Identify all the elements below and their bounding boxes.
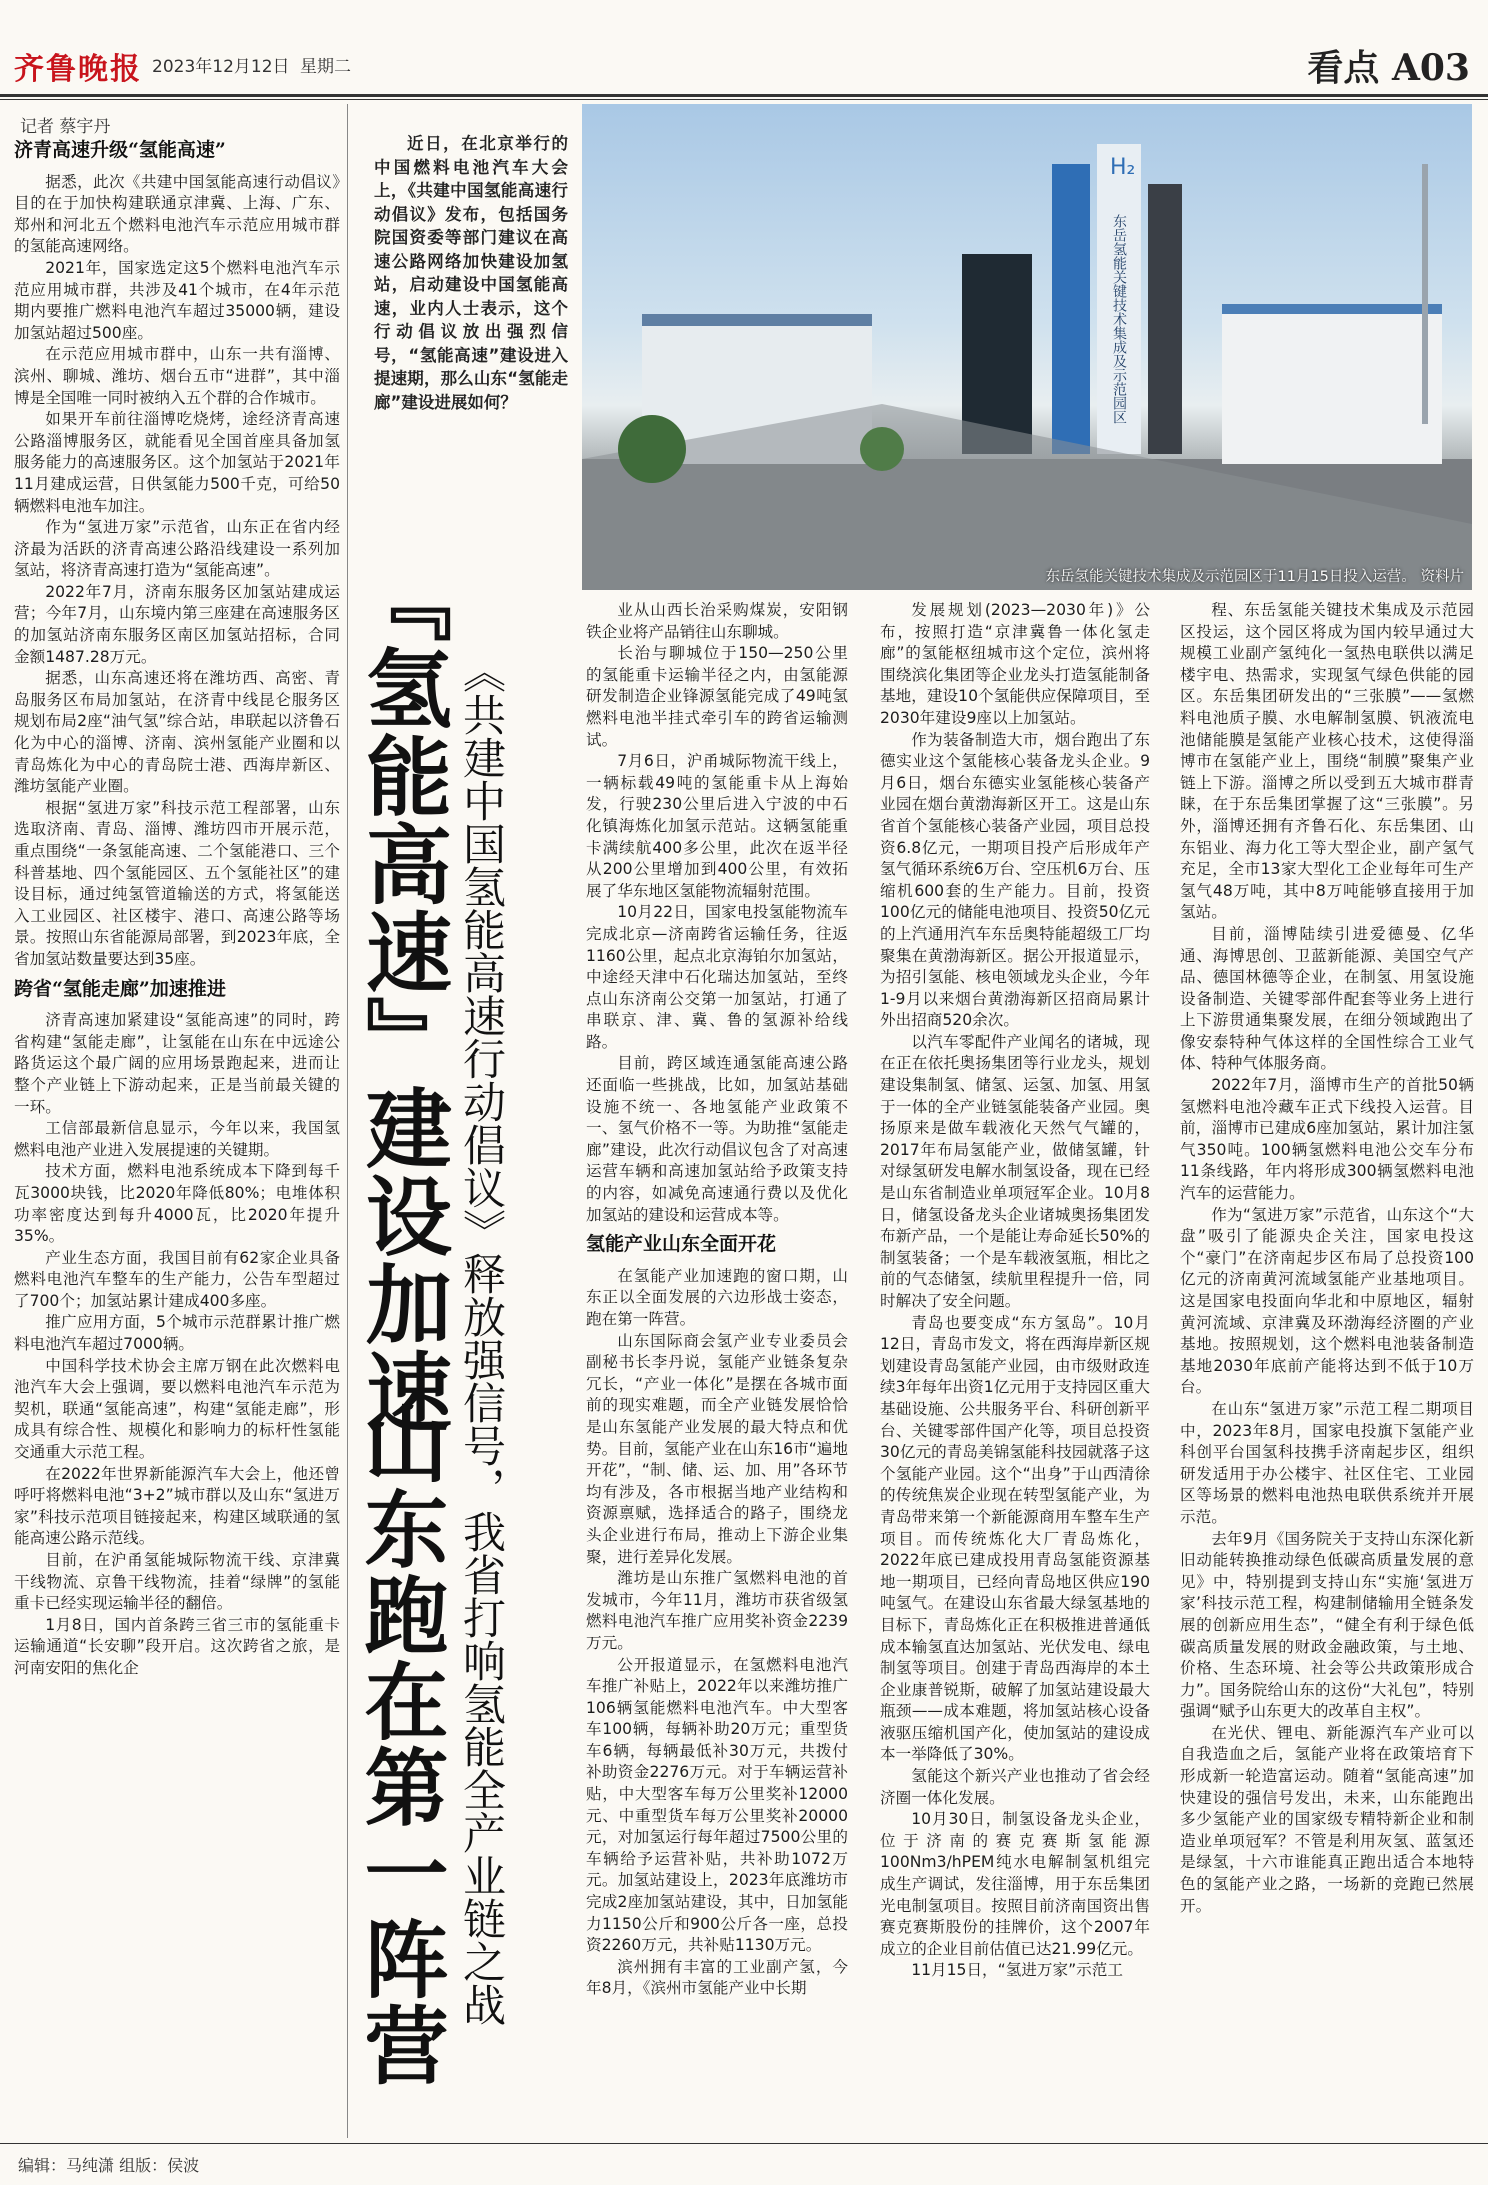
paragraph: 目前，在沪甬氢能城际物流干线、京津冀干线物流、京鲁干线物流，挂着“绿牌”的氢能重卡已经实现运输半径的翻倍。	[14, 1551, 340, 1613]
headline-part-1: 『氢能高速』建设加速	[351, 556, 452, 1436]
footer-rule	[0, 2143, 1488, 2144]
subheading-3: 氢能产业山东全面开花	[586, 1233, 777, 1256]
newspaper-logo: 齐鲁晚报	[14, 52, 142, 87]
section-label: 看点 A03	[1307, 47, 1470, 89]
paragraph: 在示范应用城市群中，山东一共有淄博、滨州、聊城、潍坊、烟台五市“进群”，其中淄博是全国唯一同时被纳入五个群的合作城市。	[14, 345, 340, 407]
paragraph: 青岛也要变成“东方氢岛”。10月12日，青岛市发文，将在西海岸新区规划建设青岛氢能产业园，由市级财政连续3年每年出资1亿元用于支持园区重大基础设施、公共服务平台、科研创新平台、关键零部件国产化等，项目总投资30亿元的青岛美锦氢能科技园就落子这个氢能产业园。这个“出身”于山西清徐的传统焦炭企业现在转型氢能产业，为青岛带来第一个新能源商用车整车生产项目。而传统炼化大厂青岛炼化，2022年底已建成投用青岛氢能资源基地一期项目，已经向青岛地区供应190吨氢气。在建设山东省最大绿氢基地的目标下，青岛炼化正在积极推进普通低成本输氢直达加氢站、光伏发电、绿电制氢等项目。创建于青岛西海岸的本土企业康普锐斯，破解了加氢站建设最大瓶颈——成本难题，将加氢站核心设备液驱压缩机国产化，使加氢站的建设成本一举降低了30%。	[880, 1313, 1150, 1764]
photo-caption: 东岳氢能关键技术集成及示范园区于11月15日投入运营。 资料片	[1045, 569, 1464, 585]
paragraph: 目前，淄博陆续引进爱德曼、亿华通、海博思创、卫蓝新能源、美国空气产品、德国林德等企业，在制氢、用氢设施设备制造、关键零部件配套等业务上进行上下游贯通集聚发展，在细分领域跑出了像安泰特种气体这样的全国性综合工业气体、特种气体服务商。	[1180, 924, 1474, 1073]
photo-sign-text: 东岳氢能关键技术集成及示范园区	[1111, 214, 1127, 424]
column-divider	[347, 104, 348, 2138]
paragraph: 如果开车前往淄博吃烧烤，途经济青高速公路淄博服务区，就能看见全国首座具备加氢服务能力的高速服务区。这个加氢站于2021年11月建成运营，日供氢能力500千克，可给50辆燃料电池车加注。	[14, 410, 340, 515]
editor-credits: 编辑：马纯潇 组版：侯波	[18, 2156, 200, 2175]
paragraph: 在山东“氢进万家”示范工程二期项目中，2023年8月，国家电投旗下氢能产业科创平台国氢科技携手济南起步区，组织研发适用于办公楼宇、社区住宅、工业园区等场景的燃料电池热电联供系统并开展示范。	[1180, 1399, 1474, 1526]
header-rule	[0, 94, 1488, 97]
paragraph: 潍坊是山东推广氢燃料电池的首发城市，今年11月，潍坊市获省级氢燃料电池汽车推广应用奖补资金2239万元。	[586, 1569, 848, 1652]
paragraph: 去年9月《国务院关于支持山东深化新旧动能转换推动绿色低碳高质量发展的意见》中，特别提到支持山东“实施‘氢进万家’科技示范工程，构建制储输用全链条发展的创新应用生态”，“健全有利于绿色低碳高质量发展的财政金融政策，与土地、价格、生态环境、社会等公共政策形成合力”。国务院给山东的这份“大礼包”，特别强调“赋予山东更大的改革自主权”。	[1180, 1529, 1474, 1721]
photo-lamp-post	[1422, 164, 1428, 424]
paragraph: 作为“氢进万家”示范省，山东这个“大盘”吸引了能源央企关注，国家电投这个“豪门”在济南起步区布局了总投资100亿元的济南黄河流域氢能产业基地项目。这是国家电投面向华北和中原地区，辐射黄河流域、京津冀及环渤海经济圈的产业基地。按照规划，这个燃料电池装备制造基地2030年底前产能将达到不低于10万台。	[1180, 1205, 1474, 1397]
paragraph: 在光伏、锂电、新能源汽车产业可以自我造血之后，氢能产业将在政策培育下形成新一轮造富运动。随着“氢能高速”加快建设的强信号发出，未来，山东能跑出多少氢能产业的国家级专精特新企业和制造业单项冠军？不管是利用灰氢、蓝氢还是绿氢，十六市谁能真正跑出适合本地特色的氢能产业之路，一场新的竞跑已然展开。	[1180, 1723, 1474, 1915]
byline: 记者 蔡宇丹	[20, 117, 111, 137]
paragraph: 1月8日，国内首条跨三省三市的氢能重卡运输通道“长安聊”段开启。这次跨省之旅，是河南安阳的焦化企	[14, 1615, 340, 1677]
paragraph: 在2022年世界新能源汽车大会上，他还曾呼吁将燃料电池“3+2”城市群以及山东“氢进万家”科技示范项目链接起来，构建区域联通的氢能高速公路示范线。	[14, 1464, 340, 1548]
paragraph: 2022年7月，淄博市生产的首批50辆氢燃料电池冷藏车正式下线投入运营。目前，淄博市已建成6座加氢站，累计加注氢气350吨。100辆氢燃料电池公交车分布11条线路，年内将形成300辆氢燃料电池汽车的运营能力。	[1180, 1076, 1474, 1203]
photo-illustration	[582, 104, 1472, 590]
paragraph: 产业生态方面，我国目前有62家企业具备燃料电池汽车整车的生产能力，公告车型超过了700个；加氢站累计建成400多座。	[14, 1248, 340, 1310]
photo-logo-text: H₂	[1110, 155, 1136, 180]
paragraph: 济青高速加紧建设“氢能高速”的同时，跨省构建“氢能走廊”，让氢能在山东在中远途公路货运这个最广阔的应用场景跑起来，进而让整个产业链上下游动起来，正是当前最关键的一环。	[14, 1011, 340, 1116]
article-column-5	[1180, 600, 1474, 2138]
header-rule-thin	[0, 99, 1488, 100]
paragraph: 7月6日，沪甬城际物流干线上，一辆标载49吨的氢能重卡从上海始发，行驶230公里后进入宁波的中石化镇海炼化加氢示范站。这辆氢能重卡满续航400多公里，此次在返半径从200公里增加到400公里，有效拓展了华东地区氢能物流辐射范围。	[586, 752, 848, 900]
paragraph: 程、东岳氢能关键技术集成及示范园区投运，这个园区将成为国内较早通过大规模工业副产氢纯化一氢热电联供以满足楼宇电、热需求，实现氢气绿色供能的园区。东岳集团研发出的“三张膜”——氢燃料电池质子膜、水电解制氢膜、钒液流电池储能膜是氢能产业核心技术，这使得淄博市在氢能产业上，围绕“制膜”聚集产业链上下游。淄博之所以受到五大城市群青睐，在于东岳集团掌握了这“三张膜”。另外，淄博还拥有齐鲁石化、东岳集团、山东铝业、海力化工等大型企业，副产氢气充足，全市13家大型化工企业每年可生产氢气48万吨，其中8万吨能够直接用于加氢站。	[1180, 601, 1474, 922]
photo-building-right	[1222, 304, 1442, 464]
paragraph: 根据“氢进万家”科技示范工程部署，山东选取济南、青岛、淄博、潍坊四市开展示范，重点围绕“一条氢能高速、二个氢能港口、三个科普基地、四个氢能园区、五个氢能社区”的建设目标，通过纯氢管道输送的方式，将氢能送入工业园区、社区楼宇、港口、高速公路等场景。按照山东省能源局部署，到2023年底，全省加氢站数量要达到35座。	[14, 798, 340, 968]
photo-building-left-band	[642, 314, 872, 326]
paragraph: 技术方面，燃料电池系统成本下降到每千瓦3000块钱，比2020年降低80%；电堆体积功率密度达到每升4000瓦，比2020年提升35%。	[14, 1162, 340, 1246]
photo-tree-center	[860, 427, 904, 471]
paragraph: 2021年，国家选定这5个燃料电池汽车示范应用城市群，共涉及41个城市，在4年示范期内要推广燃料电池汽车超过35000辆，建设加氢站超过500座。	[14, 258, 340, 342]
article-column-1	[14, 132, 340, 2138]
article-column-4	[880, 600, 1150, 2138]
photo-pylon-dark	[1148, 184, 1182, 454]
paragraph: 以汽车零配件产业闻名的诸城，现在正在依托奥扬集团等行业龙头，规划建设集制氢、储氢、运氢、加氢、用氢于一体的全产业链氢能装备产业园。奥扬原来是做车载液化天然气气罐的，2017年布局氢能产业，做储氢罐，针对绿氢研发电解水制氢设备，现在已经是山东省制造业单项冠军企业。10月8日，储氢设备龙头企业诸城奥扬集团发布新产品，一个是能让寿命延长50%的制氢装备；一个是车载液氢瓶，相比之前的气态储氢，续航里程提升一倍，同时解决了安全问题。	[880, 1032, 1150, 1310]
paragraph: 工信部最新信息显示，今年以来，我国氢燃料电池产业进入发展提速的关键期。	[14, 1119, 340, 1159]
photo-building-right-band	[1222, 304, 1442, 314]
paragraph: 推广应用方面，5个城市示范群累计推广燃料电池汽车超过7000辆。	[14, 1313, 340, 1354]
photo-tree-left	[618, 415, 686, 483]
paragraph: 2022年7月，济南东服务区加氢站建成运营；今年7月，山东境内第三座建在高速服务区的加氢站济南东服务区南区加氢站招标，合同金额1487.28万元。	[14, 582, 340, 666]
article-column-3	[586, 600, 848, 2138]
news-photo	[582, 104, 1472, 590]
paragraph: 10月22日，国家电投氢能物流车完成北京—济南跨省运输任务，往返1160公里，起点北京海铂尔加氢站，中途经天津中石化瑞达加氢站，至终点山东济南公交第一加氢站，打通了串联京、津、冀、鲁的氢源补给线路。	[586, 903, 848, 1051]
paragraph: 滨州拥有丰富的工业副产氢，今年8月，《滨州市氢能产业中长期	[586, 1957, 848, 1998]
publication-date: 2023年12月12日	[152, 57, 290, 77]
paragraph: 长治与聊城位于150—250公里的氢能重卡运输半径之内，由氢能源研发制造企业锋源氢能完成了49吨氢燃料电池半挂式牵引车的跨省运输测试。	[586, 644, 848, 749]
subheading-2: 跨省“氢能走廊”加速推进	[14, 977, 226, 1000]
paragraph: 据悉，此次《共建中国氢能高速行动倡议》目的在于加快构建联通京津冀、上海、广东、郑州和河北五个燃料电池汽车示范应用城市群的氢能高速网络。	[14, 172, 340, 256]
publication-weekday: 星期二	[300, 57, 351, 77]
paragraph: 11月15日，“氢进万家”示范工	[911, 1961, 1123, 1980]
photo-pylon-blue	[1052, 164, 1090, 454]
paragraph: 发展规划(2023—2030年)》公布，按照打造“京津冀鲁一体化氢走廊”的氢能枢纽城市这个定位，滨州将围绕滨化集团等企业龙头打造氢能制备基地，建设10个氢能供应保障项目，至2030年建设9座以上加氢站。	[880, 601, 1150, 727]
paragraph: 公开报道显示，在氢燃料电池汽车推广补贴上，2022年以来潍坊推广106辆氢能燃料电池汽车。中大型客车100辆，每辆补助20万元；重型货车6辆，每辆最低补30万元，共拨付补助资金2276万元。对于车辆运营补贴，中大型客车每万公里奖补12000元、中重型货车每万公里奖补20000元，对加氢运行每年超过7500公里的车辆给予运营补贴，共补助1072万元。加氢站建设上，2023年底潍坊市完成2座加氢站建设，其中，日加氢能力1150公斤和900公斤各一座，总投资2260万元，共补贴1130万元。	[586, 1655, 848, 1955]
headline-part-2: 山东跑在第一阵营	[351, 1400, 450, 2088]
paragraph: 作为“氢进万家”示范省，山东正在省内经济最为活跃的济青高速公路沿线建设一系列加氢站，将济青高速打造为“氢能高速”。	[14, 518, 340, 580]
paragraph: 业从山西长治采购煤炭，安阳钢铁企业将产品销往山东聊城。	[586, 601, 848, 641]
masthead	[0, 0, 1488, 96]
paragraph: 氢能这个新兴产业也推动了省会经济圈一体化发展。	[880, 1767, 1150, 1807]
paragraph: 10月30日，制氢设备龙头企业，位于济南的赛克赛斯氢能源100Nm3/hPEM纯水电解制氢机组完成生产调试，发往淄博，用于东岳集团光电制氢项目。按照目前济南国资出售赛克赛斯股份的挂牌价，这个2007年成立的企业目前估值已达21.99亿元。	[880, 1810, 1150, 1958]
lead-paragraph: 近日，在北京举行的中国燃料电池汽车大会上，《共建中国氢能高速行动倡议》发布，包括国务院国资委等部门建议在高速公路网络加快建设加氢站，启动建设中国氢能高速，业内人士表示，这个行动倡议放出强烈信号，“氢能高速”建设进入提速期，那么山东“氢能走廊”建设进展如何？	[374, 134, 568, 412]
headline-subtitle: 《共建中国氢能高速行动倡议》释放强信号，我省打响氢能全产业链之战	[456, 650, 506, 2026]
paragraph: 目前，跨区域连通氢能高速公路还面临一些挑战，比如，加氢站基础设施不统一、各地氢能产业政策不一、氢气价格不一等。为助推“氢能走廊”建设，此次行动倡议包含了对高速运营车辆和高速加氢站给予政策支持的内容，如减免高速通行费以及优化加氢站的建设和运营成本等。	[586, 1054, 848, 1224]
paragraph: 中国科学技术协会主席万钢在此次燃料电池汽车大会上强调，要以燃料电池汽车示范为契机，联通“氢能高速”，构建“氢能走廊”，形成具有综合性、规模化和影响力的标杆性氢能交通重大示范工程。	[14, 1356, 340, 1462]
subheading-1: 济青高速升级“氢能高速”	[14, 139, 226, 161]
paragraph: 据悉，山东高速还将在潍坊西、高密、青岛服务区布局加氢站，在济青中线昆仑服务区规划布局2座“油气氢”综合站，串联起以济鲁石化为中心的淄博、济南、滨州氢能产业圈和以青岛炼化为中心的青岛院士港、西海岸新区、潍坊氢能产业圈。	[14, 669, 340, 796]
paragraph: 山东国际商会氢产业专业委员会副秘书长李丹说，氢能产业链条复杂冗长，“产业一体化”是摆在各城市面前的现实难题，而全产业链发展恰恰是山东氢能产业发展的最大特点和优势。目前，氢能产业在山东16市“遍地开花”，“制、储、运、加、用”各环节均有涉及，各市根据当地产业结构和资源禀赋，选择适合的路子，围绕龙头企业进行布局，推动上下游企业集聚，进行差异化发展。	[586, 1331, 848, 1566]
paragraph: 在氢能产业加速跑的窗口期，山东正以全面发展的六边形战士姿态，跑在第一阵营。	[586, 1266, 848, 1328]
paragraph: 作为装备制造大市，烟台跑出了东德实业这个氢能核心装备龙头企业。9月6日，烟台东德实业氢能核心装备产业园在烟台黄渤海新区开工。这是山东省首个氢能核心装备产业园，项目总投资6.8亿元，一期项目投产后形成年产氢气循环系统6万台、空压机6万台、压缩机600套的生产能力。目前，投资100亿元的储能电池项目、投资50亿元的上汽通用汽车东岳奥特能超级工厂均聚集在黄渤海新区。据公开报道显示，为招引氢能、核电领域龙头企业，今年1-9月以来烟台黄渤海新区招商局累计外出招商520余次。	[880, 730, 1150, 1030]
